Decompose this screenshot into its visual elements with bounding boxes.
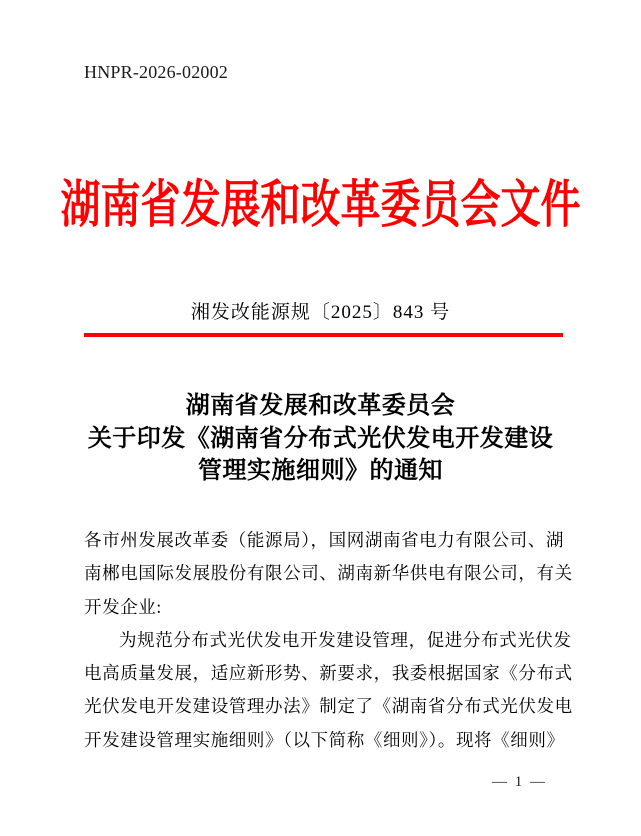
- body-line: 光伏发电开发建设管理办法》制定了《湖南省分布式光伏发电: [84, 696, 573, 717]
- body-line: 电高质量发展，适应新形势、新要求，我委根据国家《分布式: [84, 663, 573, 684]
- doc-registration-code: HNPR-2026-02002: [84, 62, 229, 82]
- body-paragraph-1: [84, 524, 573, 624]
- document-body: [84, 524, 573, 757]
- body-line: 南郴电国际发展股份有限公司、湖南新华供电有限公司，有关: [84, 563, 573, 584]
- notice-title-line-1: 湖南省发展和改革委员会: [185, 393, 456, 419]
- red-head-banner-title: 湖南省发展和改革委员会文件: [60, 176, 581, 234]
- page-number: — 1 —: [492, 774, 547, 790]
- notice-title-line-3: 管理实施细则》的通知: [198, 458, 443, 484]
- body-line: 开发建设管理实施细则》（以下简称《细则》）。现将《细则》: [84, 729, 565, 750]
- body-paragraph-2: [84, 624, 573, 757]
- doc-reference-number: 湘发改能源规〔2025〕843 号: [190, 302, 451, 323]
- body-line: 为规范分布式光伏发电开发建设管理，促进分布式光伏发: [119, 629, 572, 650]
- notice-title: [0, 390, 641, 488]
- notice-title-line-2: 关于印发《湖南省分布式光伏发电开发建设: [87, 425, 554, 452]
- body-line: 各市州发展改革委（能源局），国网湖南省电力有限公司、湖: [84, 530, 564, 550]
- red-separator-line: [84, 333, 563, 337]
- body-line: 开发企业:: [84, 596, 162, 617]
